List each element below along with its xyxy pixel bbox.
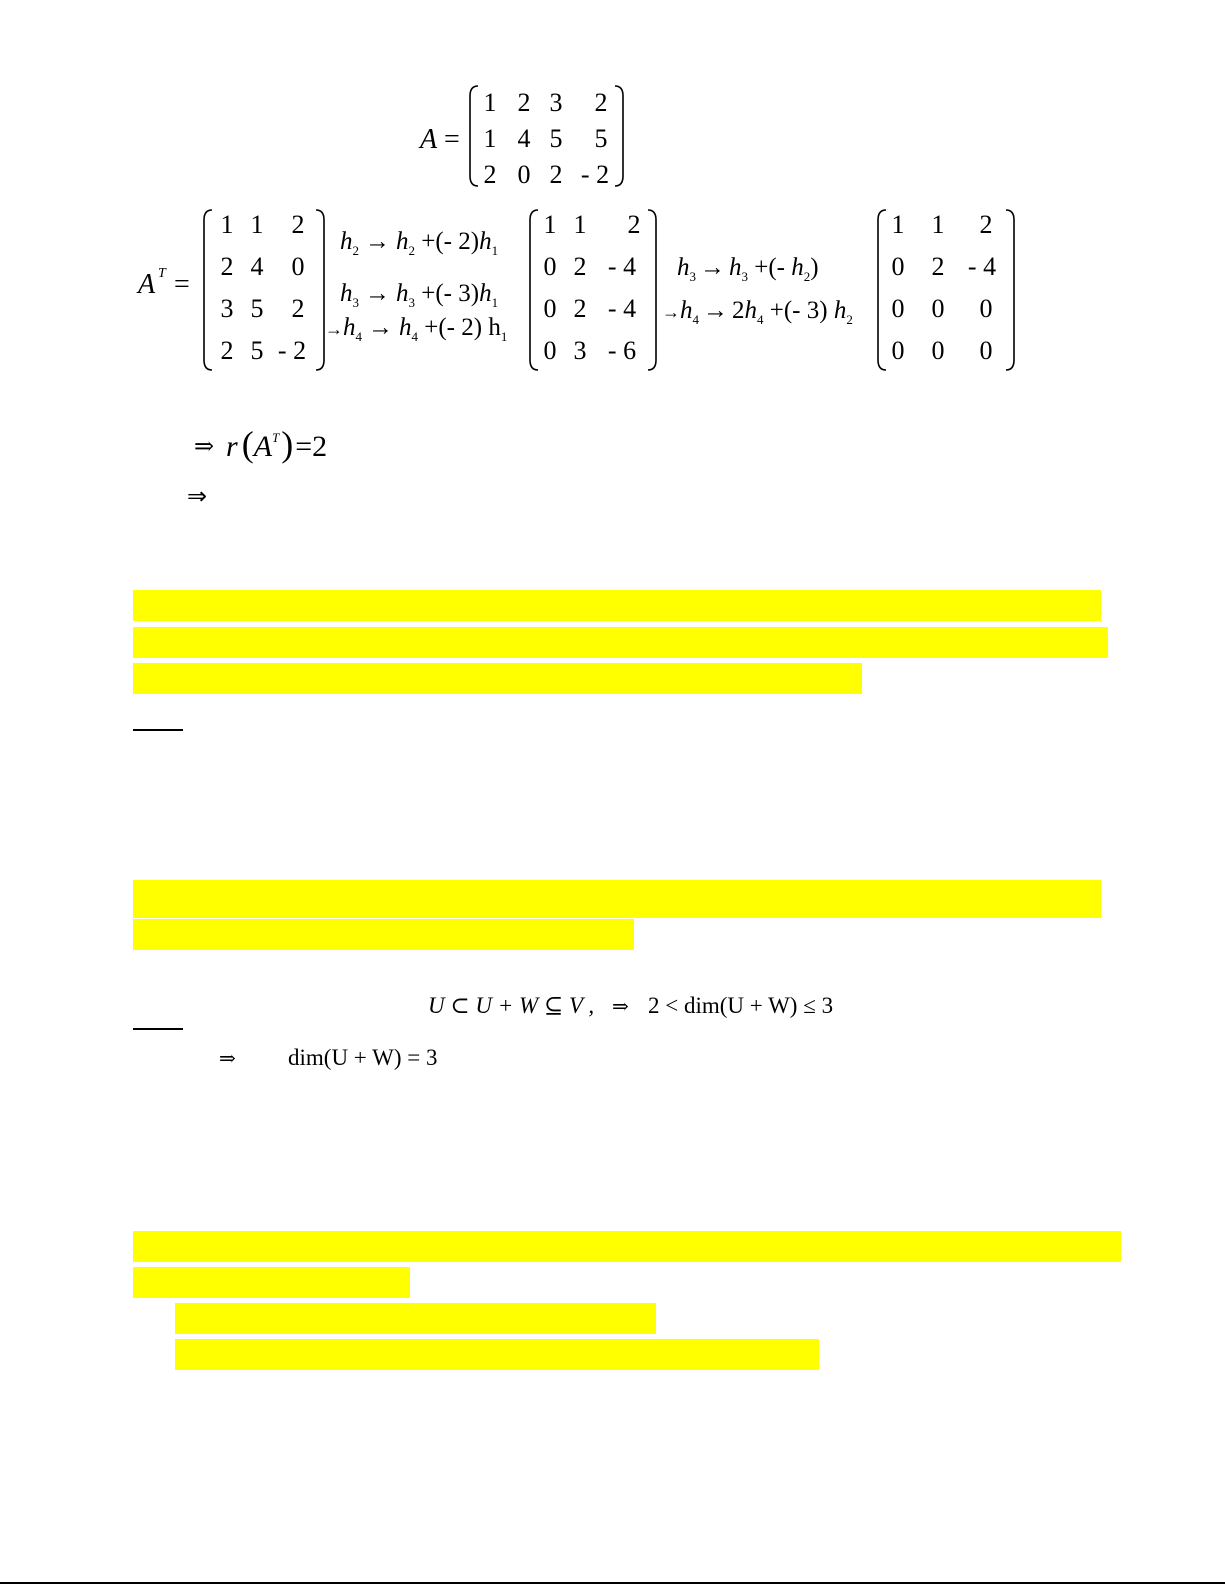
subspace-left: U ⊂ U + W ⊆ V , bbox=[428, 993, 595, 1018]
matrix-cell: 5 bbox=[250, 294, 264, 323]
row-operation: $\to h_4 \to h_4$ +(- 2) $h_1$ bbox=[325, 314, 508, 344]
matrix-cell: - 4 bbox=[607, 252, 637, 281]
highlight-bar-3 bbox=[133, 663, 862, 694]
matrix-cell: 5 bbox=[549, 124, 563, 153]
row-operations-1 bbox=[325, 228, 507, 344]
highlight-bar-7 bbox=[133, 1267, 410, 1298]
matrix-cell: - 2 bbox=[580, 160, 610, 189]
matrix-a-equals: = bbox=[444, 124, 460, 155]
matrix-cell: 4 bbox=[517, 124, 531, 153]
matrix-cell: 1 bbox=[220, 210, 234, 239]
matrix-at-sup: T bbox=[158, 266, 166, 281]
row-operation: $h_3 \to h_3$ +(- $3)h_1$ bbox=[340, 280, 499, 310]
matrix-cell: 2 bbox=[979, 210, 993, 239]
implies-symbol: ⇒ bbox=[194, 434, 215, 460]
matrix-cell: - 4 bbox=[967, 252, 997, 281]
underline-mark-1 bbox=[133, 729, 183, 731]
rank-line bbox=[190, 420, 410, 470]
matrix-cell: 2 bbox=[291, 294, 305, 323]
row-operations-2 bbox=[662, 254, 853, 327]
matrix-cell: 2 bbox=[220, 336, 234, 365]
subspace-inclusion-line bbox=[420, 988, 860, 1024]
highlight-bar-1 bbox=[133, 590, 1101, 621]
matrix-cell: - 2 bbox=[277, 336, 307, 365]
dimension-expression: dim(U + W) = 3 bbox=[288, 1045, 438, 1070]
matrix-cell: 3 bbox=[573, 336, 587, 365]
matrix-cell: 0 bbox=[543, 336, 557, 365]
rank-expression: r $(A^T)=2$ bbox=[226, 424, 328, 464]
matrix-cell: 1 bbox=[250, 210, 264, 239]
matrix-a-left-paren bbox=[470, 86, 478, 186]
row-reduction-block bbox=[130, 205, 1030, 380]
highlight-bar-6 bbox=[133, 1231, 1121, 1262]
highlight-bar-4 bbox=[133, 880, 1101, 918]
dimension-line bbox=[215, 1040, 475, 1076]
row-operation: $h_2 \to h_2$ +(- $2)h_1$ bbox=[340, 228, 499, 258]
matrix-cell: 0 bbox=[931, 294, 945, 323]
matrix-cell: 2 bbox=[627, 210, 641, 239]
matrix-cell: 2 bbox=[517, 88, 531, 117]
highlight-bar-2 bbox=[133, 627, 1108, 658]
matrix-cell: 0 bbox=[543, 252, 557, 281]
matrix-cell: 3 bbox=[549, 88, 563, 117]
matrix-cell: 0 bbox=[979, 336, 993, 365]
matrix-cell: 1 bbox=[543, 210, 557, 239]
matrix-cell: - 6 bbox=[607, 336, 637, 365]
matrix-m1-left-paren bbox=[530, 210, 538, 370]
matrix-cell: 4 bbox=[250, 252, 264, 281]
matrix-cell: 1 bbox=[891, 210, 905, 239]
matrix-cell: 0 bbox=[979, 294, 993, 323]
matrix-a-right-paren bbox=[615, 86, 623, 186]
matrix-cell: 1 bbox=[483, 124, 497, 153]
matrix-cell: 3 bbox=[220, 294, 234, 323]
matrix-a-cells bbox=[484, 88, 610, 189]
matrix-m2-left-paren bbox=[878, 210, 886, 370]
matrix-cell: 1 bbox=[931, 210, 945, 239]
matrix-cell: 0 bbox=[543, 294, 557, 323]
matrix-cell: 1 bbox=[573, 210, 587, 239]
matrix-at-label: A bbox=[138, 269, 156, 300]
matrix-cell: 0 bbox=[517, 160, 531, 189]
row-operation: $\to h_4 \to 2h_4$ +(- 3) $h_2$ bbox=[662, 297, 853, 327]
implies-symbol-2: ⇒ bbox=[187, 482, 208, 510]
matrix-cell: 2 bbox=[220, 252, 234, 281]
matrix-cell: 2 bbox=[549, 160, 563, 189]
row-operation: $h_3 \to h_3$ +(- $h_2$) bbox=[677, 254, 819, 284]
matrix-at-left-paren bbox=[204, 210, 212, 370]
page-bottom-rule bbox=[0, 1582, 1225, 1584]
matrix-cell: 2 bbox=[931, 252, 945, 281]
matrix-at-equals: = bbox=[174, 269, 190, 300]
subspace-implies: ⇒ bbox=[612, 996, 629, 1018]
highlight-bar-9 bbox=[175, 1339, 819, 1370]
matrix-cell: 2 bbox=[573, 294, 587, 323]
underline-mark-2 bbox=[133, 1028, 183, 1030]
matrix-a-block bbox=[400, 80, 640, 200]
matrix-cell: 0 bbox=[291, 252, 305, 281]
matrix-cell: 5 bbox=[594, 124, 608, 153]
matrix-cell: 0 bbox=[931, 336, 945, 365]
subspace-right: 2 < dim(U + W) ≤ 3 bbox=[648, 993, 834, 1018]
highlight-bar-8 bbox=[175, 1303, 656, 1334]
matrix-cell: 2 bbox=[483, 160, 497, 189]
matrix-cell: - 4 bbox=[607, 294, 637, 323]
matrix-cell: 2 bbox=[573, 252, 587, 281]
matrix-m1-right-paren bbox=[648, 210, 656, 370]
matrix-at-right-paren bbox=[316, 210, 324, 370]
matrix-cell: 2 bbox=[291, 210, 305, 239]
matrix-cell: 2 bbox=[594, 88, 608, 117]
matrix-cell: 1 bbox=[483, 88, 497, 117]
matrix-cell: 0 bbox=[891, 336, 905, 365]
matrix-cell: 5 bbox=[250, 336, 264, 365]
highlight-bar-5 bbox=[133, 919, 634, 950]
matrix-m2-right-paren bbox=[1006, 210, 1014, 370]
matrix-cell: 0 bbox=[891, 294, 905, 323]
matrix-a-label: A bbox=[420, 124, 438, 155]
dimension-implies: ⇒ bbox=[219, 1048, 236, 1070]
matrix-cell: 0 bbox=[891, 252, 905, 281]
